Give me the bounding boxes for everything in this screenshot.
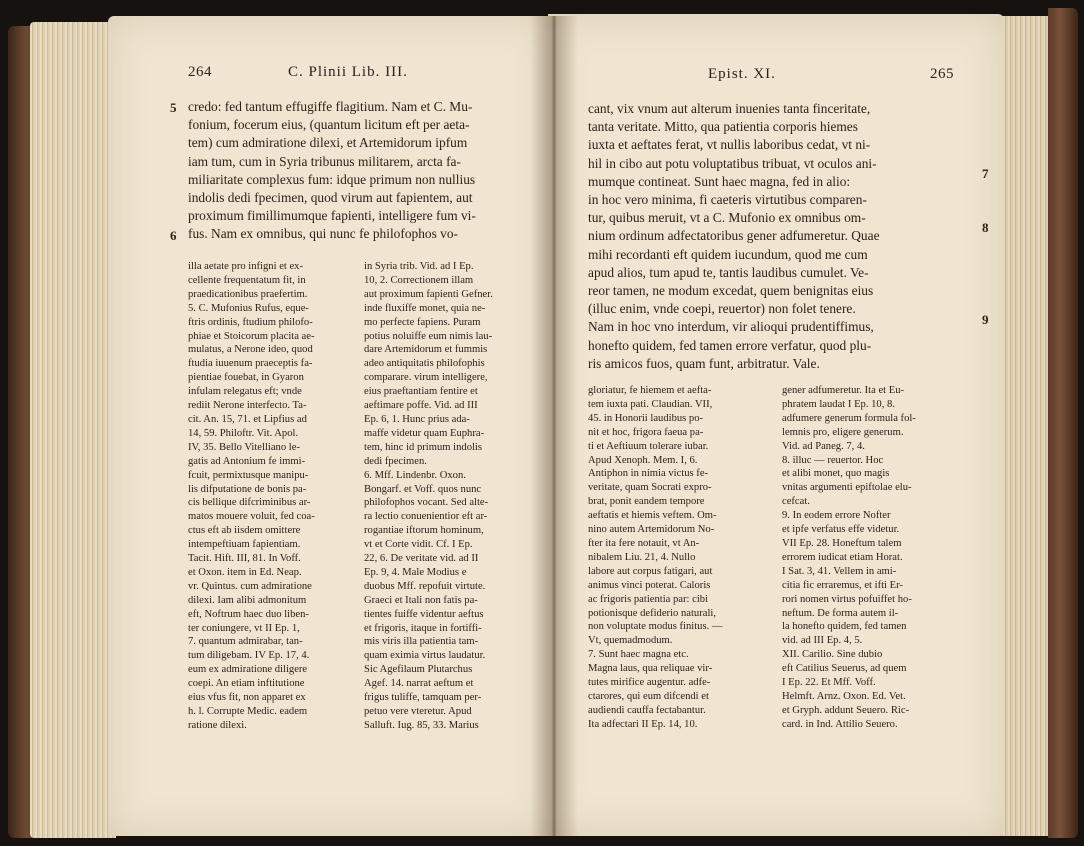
note-line: ter coniungere, vt II Ep. 1,	[188, 622, 300, 634]
note-line: XII. Carilio. Sine dubio	[782, 649, 883, 661]
note-line: tientes fuiffe videntur aeftus	[364, 608, 484, 620]
note-line: lemnis pro, eligere generum.	[782, 426, 904, 438]
note-line: citia fic erraremus, et ifti Er-	[782, 579, 903, 591]
note-line: Helmft. Arnz. Oxon. Ed. Vet.	[782, 690, 906, 702]
note-line: in Syria trib. Vid. ad I Ep.	[364, 261, 474, 272]
note-line: philofophos vocant. Sed alte-	[364, 497, 489, 509]
note-line: fcuit, permixtusque manipu-	[188, 469, 309, 481]
note-line: audiendi cauffa fectabantur.	[588, 704, 706, 716]
note-line: mis viris illa patientia tam-	[364, 636, 479, 648]
note-line: ctus eft ab iisdem omittere	[188, 525, 301, 537]
note-line: aut proximum fapienti Gefner.	[364, 288, 493, 300]
book-cover-right	[1048, 8, 1078, 838]
right-main-line: hil in cibo aut potu voluptatibus tribuat, vt oculos ani-	[588, 155, 877, 171]
left-notes-column-1	[188, 260, 358, 733]
note-line: gloriatur, fe hiemem et aefta-	[588, 385, 712, 396]
left-main-line: iam tum, cum in Syria tribunus militarem, arcta fa-	[188, 153, 461, 169]
note-line: ftris ordinis, ftudium philofo-	[188, 316, 313, 328]
note-line: Apud Xenoph. Mem. I, 6.	[588, 454, 698, 466]
left-page-number: 264	[188, 64, 212, 80]
note-line: 7. Sunt haec magna etc.	[588, 649, 689, 661]
note-line: matos mouere voluit, fed coa-	[188, 511, 315, 523]
note-line: illa aetate pro infigni et ex-	[188, 261, 304, 272]
note-line: 7. quantum admirabar, tan-	[188, 636, 303, 648]
right-main-line: iuxta et aeftates ferat, vt nullis laboribus cedat, vt ni-	[588, 137, 871, 153]
right-main-line: tur, quibus meruit, vt a C. Mufonio ex omnibus om-	[588, 210, 866, 226]
note-line: eius praeftantiam fentire et	[364, 386, 478, 398]
note-line: inde fluxiffe monet, quia ne-	[364, 302, 486, 314]
note-line: potius noluiffe eum nimis lau-	[364, 330, 493, 342]
note-line: cit. An. 15, 71. et Lipfius ad	[188, 413, 307, 425]
note-line: Agef. 14. narrat aeftum et	[364, 678, 474, 690]
note-line: 45. in Honorii laudibus po-	[588, 412, 704, 424]
note-line: tutes mirifice augentur. adfe-	[588, 677, 711, 689]
left-section-mark-5: 5	[170, 100, 177, 115]
page-edges-left	[30, 22, 116, 838]
note-line: rori nomen virtus pofuiffet ho-	[782, 593, 912, 605]
note-line: aeftimare poffe. Vid. ad III	[364, 400, 478, 412]
note-line: VII Ep. 28. Honeftum talem	[782, 537, 902, 549]
note-line: Tacit. Hift. III, 81. In Voff.	[188, 553, 301, 565]
right-page	[548, 14, 1004, 836]
note-line: dare Artemidorum et fummis	[364, 344, 488, 356]
note-line: vid. ad III Ep. 4, 5.	[782, 635, 863, 647]
right-section-mark-9: 9	[982, 312, 989, 327]
right-main-line: tanta veritate. Mitto, qua patientia corporis hiemes	[588, 119, 858, 135]
note-line: et Oxon. item in Ed. Neap.	[188, 566, 302, 578]
left-running-title: C. Plinii Lib. III.	[288, 64, 408, 80]
note-line: 14, 59. Philoftr. Vit. Apol.	[188, 427, 299, 439]
left-page	[108, 16, 550, 836]
note-line: Vt, quemadmodum.	[588, 635, 673, 647]
note-line: Ita adfectari II Ep. 14, 10.	[588, 718, 698, 730]
note-line: et ipfe verfatus effe videtur.	[782, 524, 900, 536]
note-line: phiae et Stoicorum placita ae-	[188, 330, 315, 342]
right-running-title: Epist. XI.	[708, 66, 776, 82]
note-line: rediit Nerone interfecto. Ta-	[188, 400, 307, 412]
note-line: adeo antiquitatis philofophis	[364, 358, 485, 370]
note-line: veritate, quam Socrati expro-	[588, 482, 712, 494]
note-line: Bongarf. et Voff. quos nunc	[364, 483, 482, 495]
right-main-line: ris amicos fuos, quam funt, arbitratur. Vale.	[588, 355, 820, 371]
left-notes-column-2	[364, 260, 539, 733]
right-main-line: in hoc vero minima, fi caeteris virtutibus comparen-	[588, 192, 867, 208]
note-line: neftum. De forma autem il-	[782, 607, 899, 619]
note-line: Salluft. Iug. 85, 33. Marius	[364, 719, 479, 731]
note-line: rogantiae iftorum hominum,	[364, 525, 484, 537]
note-line: et Gryph. addunt Seuero. Ric-	[782, 704, 910, 716]
right-main-line: reor tamen, ne modum excedat, quem benignitas eius	[588, 283, 874, 299]
note-line: ftudia iuuenum praeceptis fa-	[188, 358, 313, 370]
right-main-line: honefto quidem, fed tamen errore verfatur, quod plu-	[588, 337, 872, 353]
note-line: aeftatis et hiemis veftem. Om-	[588, 510, 717, 522]
right-section-mark-8: 8	[982, 220, 989, 235]
note-line: fter ita fere notauit, vt An-	[588, 537, 700, 549]
left-main-line: fus. Nam ex omnibus, qui nunc fe philofophos vo-	[188, 226, 459, 242]
note-line: tem, hinc id primum indolis	[364, 441, 482, 453]
right-notes-column-1	[588, 384, 773, 732]
note-line: infulam relegatus eft; vnde	[188, 386, 302, 398]
note-line: nit et hoc, frigora faeua pa-	[588, 426, 704, 438]
note-line: comparare. virum intelligere,	[364, 372, 488, 384]
note-line: et frigoris, itaque in fortiffi-	[364, 622, 482, 634]
note-line: maffe videtur quam Euphra-	[364, 427, 485, 439]
note-line: Ep. 9, 4. Male Modius e	[364, 566, 467, 578]
note-line: dedi fpecimen.	[364, 455, 427, 467]
note-line: 8. illuc — reuertor. Hoc	[782, 454, 884, 466]
note-line: Sic Agefilaum Plutarchus	[364, 664, 473, 676]
note-line: dilexi. Iam alibi admonitum	[188, 594, 307, 606]
note-line: quam eximia virtus laudatur.	[364, 650, 486, 662]
note-line: eius vfus fit, non apparet ex	[188, 692, 306, 704]
right-main-line: mihi recordanti eft quidem iucundum, quod me cum	[588, 246, 868, 262]
note-line: ctarores, qui eum difcendi et	[588, 690, 709, 702]
note-line: mo perfecte fapiens. Puram	[364, 316, 481, 328]
note-line: phratem laudat I Ep. 10, 8.	[782, 398, 895, 410]
note-line: eft, Noftrum haec duo liben-	[188, 608, 309, 620]
right-main-line: nium ordinum adfectatoribus gener adfumeretur. Quae	[588, 228, 880, 244]
note-line: 22, 6. De veritate vid. ad II	[364, 553, 479, 565]
right-main-line: (illuc enim, vnde coepi, reuertor) non folet tenere.	[588, 301, 856, 317]
note-line: IV, 35. Bello Vitelliano le-	[188, 441, 300, 453]
left-main-line: credo: fed tantum effugiffe flagitium. Nam et C. Mu-	[188, 99, 473, 114]
right-main-line: cant, vix vnum aut alterum inuenies tanta finceritate,	[588, 101, 871, 116]
note-line: intempeftiuam fapientiam.	[188, 539, 301, 551]
note-line: vnitas argumenti epiftolae elu-	[782, 482, 912, 494]
note-line: I Ep. 22. Et Mff. Voff.	[782, 677, 876, 689]
note-line: et alibi monet, quo magis	[782, 468, 890, 480]
right-main-line: mumque contineat. Sunt haec magna, fed in alio:	[588, 173, 851, 189]
note-line: eum ex admiratione diligere	[188, 664, 308, 676]
note-line: la honefto quidem, fed tamen	[782, 621, 907, 633]
note-line: lis difputatione de bonis pa-	[188, 483, 307, 495]
note-line: potionisque defiderio naturali,	[588, 607, 716, 619]
note-line: ti et Aeftiuum tolerare iubar.	[588, 440, 709, 452]
note-line: h. l. Corrupte Medic. eadem	[188, 706, 308, 717]
note-line: brat, ponit eandem tempore	[588, 496, 705, 508]
note-line: pientiae fouebat, in Gyaron	[188, 372, 304, 384]
note-line: duobus Mff. repofuit virtute.	[364, 580, 486, 592]
left-main-text	[188, 98, 538, 244]
left-section-mark-6: 6	[170, 228, 177, 243]
left-main-line: tem) cum admiratione dilexi, et Artemidorum ipfum	[188, 135, 468, 151]
note-line: 5. C. Mufonius Rufus, eque-	[188, 302, 309, 314]
note-line: adfumere generum formula fol-	[782, 412, 916, 424]
note-line: non voluptate modus finitus. —	[588, 621, 723, 633]
right-section-mark-7: 7	[982, 166, 989, 181]
note-line: animus vinci poterat. Caloris	[588, 579, 711, 591]
note-line: gener adfumeretur. Ita et Eu-	[782, 385, 905, 396]
left-main-line: fonium, focerum eius, (quantum licitum eft per aeta-	[188, 117, 470, 133]
left-main-line: indolis dedi fpecimen, quod virum aut fapientem, aut	[188, 190, 473, 206]
right-page-number: 265	[930, 66, 954, 82]
right-notes-column-2	[782, 384, 972, 732]
note-line: nino autem Artemidorum No-	[588, 524, 715, 536]
note-line: tem iuxta pati. Claudian. VII,	[588, 398, 713, 410]
right-main-line: apud alios, tum apud te, tantis laudibus cumulet. Ve-	[588, 264, 869, 280]
note-line: ra lectio conuenientior eft ar-	[364, 511, 488, 523]
book-gutter-shadow	[530, 16, 578, 836]
note-line: vr. Quintus. cum admiratione	[188, 580, 312, 592]
note-line: card. in Ind. Attilio Seuero.	[782, 718, 898, 730]
right-main-line: Nam in hoc vno interdum, vir alioqui prudentiffimus,	[588, 319, 874, 335]
note-line: labore aut corpus fatigari, aut	[588, 565, 713, 577]
note-line: cefcat.	[782, 496, 810, 508]
note-line: cis bellique difcriminibus ar-	[188, 497, 311, 509]
note-line: Graeci et Itali non fatis pa-	[364, 594, 478, 606]
note-line: Antiphon in nimia victus fe-	[588, 468, 709, 480]
note-line: frigus tuliffe, tamquam per-	[364, 692, 482, 704]
note-line: errorem iudicat etiam Horat.	[782, 551, 903, 563]
note-line: vt et Corte vidit. Cf. I Ep.	[364, 539, 473, 551]
note-line: cellente frequentatum fit, in	[188, 274, 306, 286]
note-line: nibalem Liu. 21, 4. Nullo	[588, 551, 696, 563]
note-line: Vid. ad Paneg. 7, 4.	[782, 440, 865, 452]
note-line: praedicationibus praefertim.	[188, 288, 308, 300]
note-line: I Sat. 3, 41. Vellem in ami-	[782, 565, 897, 577]
note-line: coepi. An etiam inftitutione	[188, 678, 305, 690]
right-main-text	[588, 100, 973, 373]
note-line: 6. Mff. Lindenbr. Oxon.	[364, 469, 466, 481]
note-line: tum diligebam. IV Ep. 17, 4.	[188, 650, 310, 662]
note-line: eft Catilius Seuerus, ad quem	[782, 663, 907, 675]
note-line: 9. In eodem errore Nofter	[782, 510, 891, 522]
left-main-line: miliaritate complexus fum: idque primum non nullius	[188, 171, 476, 187]
page-edges-right	[998, 16, 1048, 836]
left-main-line: proximum fimillimumque fapienti, intelligere fum vi-	[188, 208, 476, 224]
note-line: Magna laus, qua reliquae vir-	[588, 663, 713, 675]
note-line: 10, 2. Correctionem illam	[364, 274, 474, 286]
note-line: Ep. 6, 1. Hunc prius ada-	[364, 413, 470, 425]
note-line: mulatus, a Nerone ideo, quod	[188, 344, 313, 356]
note-line: ac frigoris patientia par: cibi	[588, 593, 709, 605]
note-line: petuo vere vteretur. Apud	[364, 706, 472, 717]
note-line: ratione dilexi.	[188, 719, 247, 731]
note-line: gatis ad Antonium fe immi-	[188, 455, 306, 467]
